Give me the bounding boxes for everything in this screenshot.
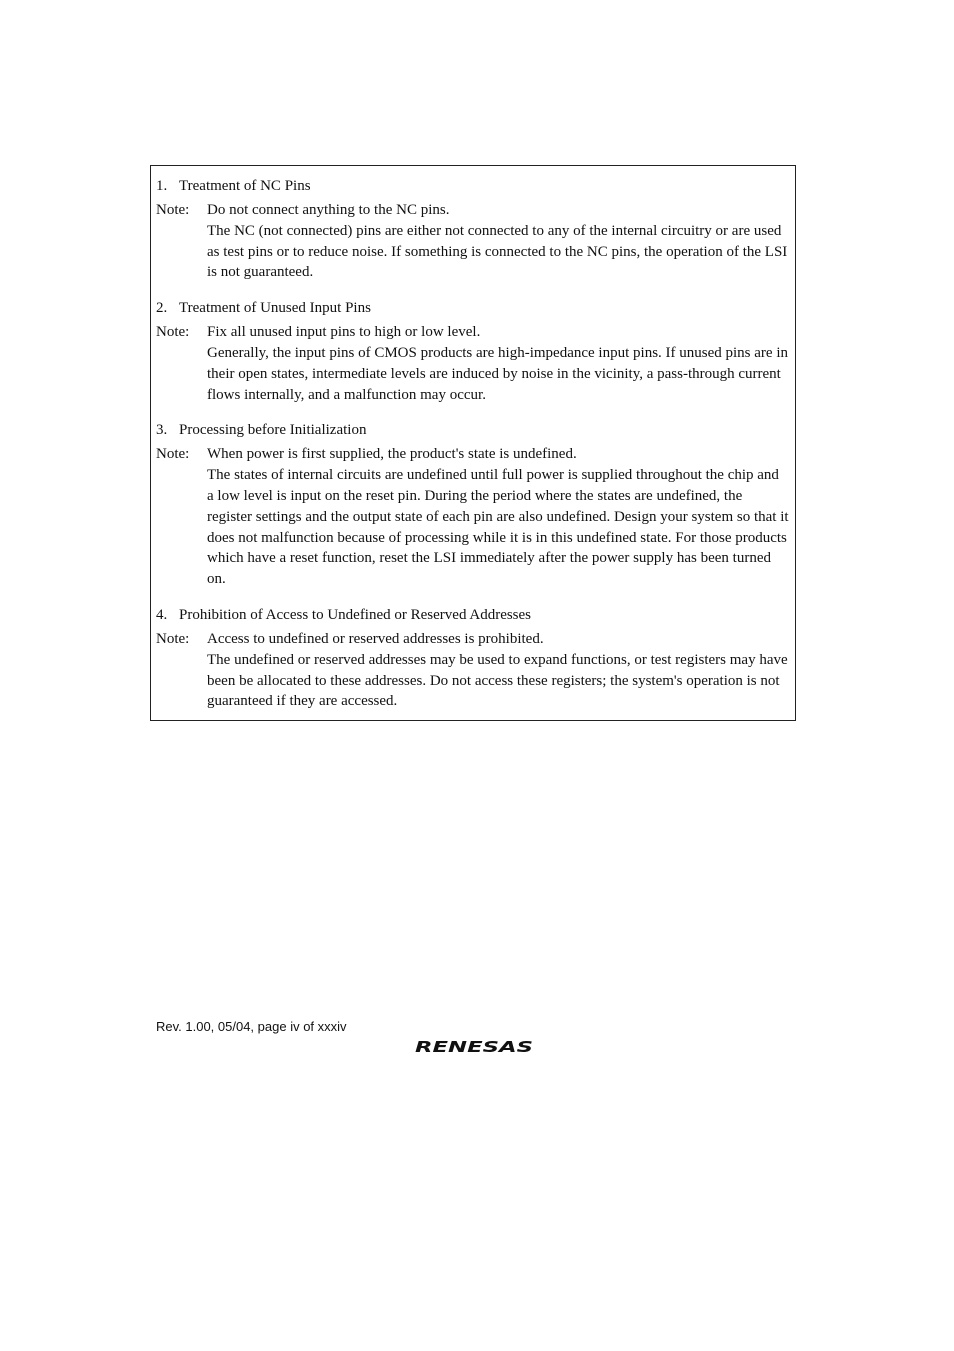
section-title bbox=[156, 176, 789, 196]
section-title bbox=[156, 298, 789, 318]
note-body bbox=[207, 322, 789, 405]
note-label: Note: bbox=[156, 324, 190, 341]
section-title-text: Treatment of NC Pins bbox=[179, 178, 311, 194]
note-text: Generally, the input pins of CMOS products are high-impedance input pins. If unused pins are in their open states, intermediate levels are induced by noise in the vicinity, a pass-through current flows internally, and a malfunction may occur. bbox=[207, 344, 788, 403]
note-body bbox=[207, 200, 789, 283]
section-number: 3. bbox=[156, 422, 168, 439]
note bbox=[156, 629, 789, 712]
section-number: 1. bbox=[156, 178, 168, 194]
section-number: 2. bbox=[156, 300, 168, 317]
note-lead: When power is first supplied, the product's state is undefined. bbox=[207, 446, 577, 463]
note-body bbox=[207, 629, 789, 712]
note-lead: Fix all unused input pins to high or low level. bbox=[207, 324, 481, 341]
section-title bbox=[156, 420, 789, 440]
note-lead: Access to undefined or reserved addresses is prohibited. bbox=[207, 630, 544, 647]
note-lead: Do not connect anything to the NC pins. bbox=[207, 202, 450, 218]
section-title-text: Treatment of Unused Input Pins bbox=[179, 300, 371, 317]
svg-text:RENESAS: RENESAS bbox=[415, 1038, 533, 1056]
note-body bbox=[207, 444, 789, 590]
section-title-text: Processing before Initialization bbox=[179, 422, 367, 439]
note-text: The NC (not connected) pins are either not connected to any of the internal circuitry or are used as test pins or to reduce noise. If something is connected to the NC pins, the operation of the LSI is not guaranteed. bbox=[207, 222, 788, 281]
note bbox=[156, 200, 789, 283]
section-title bbox=[156, 605, 789, 625]
section-title-text: Prohibition of Access to Undefined or Reserved Addresses bbox=[179, 606, 532, 623]
note bbox=[156, 444, 789, 590]
note-label: Note: bbox=[156, 202, 190, 218]
section-unused-input-pins bbox=[156, 298, 789, 405]
section-number: 4. bbox=[156, 606, 168, 623]
section-nc-pins bbox=[156, 176, 789, 283]
usage-notes-box bbox=[150, 165, 796, 721]
note-label: Note: bbox=[156, 630, 190, 647]
renesas-logo bbox=[414, 1036, 534, 1056]
note-text: The states of internal circuits are undefined until full power is supplied throughout the chip and a low level is input on the reset pin. During the period where the states are undefined, the register settings and the output state of each pin are also undefined. Design your system so that it does not malfunction because of processing while it is in this undefined state. For those products which have a reset function, reset the LSI immediately after the power supply has been turned on. bbox=[207, 467, 789, 588]
page-footer-revision: Rev. 1.00, 05/04, page iv of xxxiv bbox=[156, 1019, 347, 1034]
note-label: Note: bbox=[156, 446, 190, 463]
note-text: The undefined or reserved addresses may be used to expand functions, or test registers may have been be allocated to these addresses. Do not access these registers; the system's operation is not guaranteed if they are accessed. bbox=[207, 651, 788, 710]
section-undefined-addresses bbox=[156, 605, 789, 712]
note bbox=[156, 322, 789, 405]
section-processing-before-init bbox=[156, 420, 789, 590]
